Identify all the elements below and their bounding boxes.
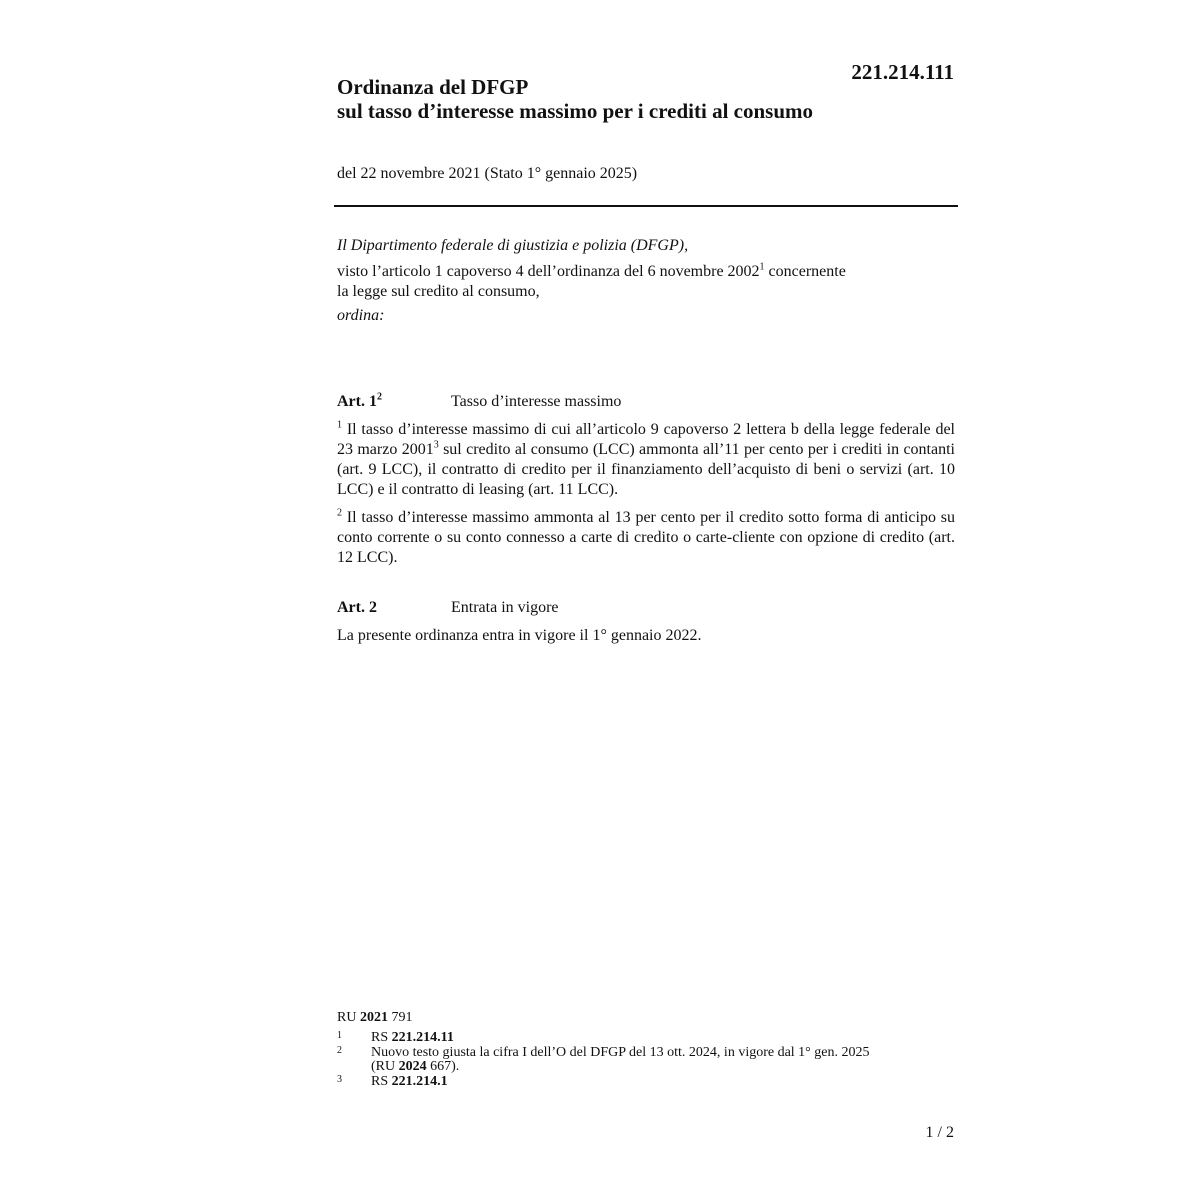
title-line-2: sul tasso d’interesse massimo per i crediti al consumo [337, 99, 813, 123]
header-rule [334, 205, 958, 207]
article-1-title: Tasso d’interesse massimo [451, 393, 622, 410]
preamble-basis-text: visto l’articolo 1 capoverso 4 dell’ordinanza del 6 novembre 2002 [337, 263, 760, 280]
article-1-paragraph-2-text: Il tasso d’interesse massimo ammonta al 13 per cento per il credito sotto forma di anticipo su conto corrente o su conto connesso a carte di credito o carte-cliente con opzione di credito (art. 12 LCC). [337, 509, 955, 566]
footnote-1-prefix: RS [371, 1030, 392, 1045]
footnote-ref-1[interactable]: 1 [759, 261, 765, 273]
preamble-basis-text-2: concernente [764, 263, 846, 280]
footnote-1 [337, 1031, 957, 1045]
paragraph-mark-1: 1 [337, 419, 342, 431]
article-2 [337, 598, 955, 646]
article-1-paragraph-1-text: Il tasso d’interesse massimo di cui all’articolo 9 capoverso 2 lettera b della legge federale del 23 marzo 2001 [337, 421, 955, 458]
preamble-basis [337, 262, 957, 282]
article-2-heading [337, 598, 955, 620]
ru-prefix: RU [337, 1010, 360, 1025]
footnote-ref-3[interactable]: 3 [433, 439, 439, 451]
preamble-authority: Il Dipartimento federale di giustizia e polizia (DFGP), [337, 237, 689, 254]
footnote-2-ru-open: (RU [371, 1059, 399, 1074]
paragraph-mark-2: 2 [337, 507, 342, 519]
preamble-basis-line-2: la legge sul credito al consumo, [337, 283, 540, 300]
page-number: 1 / 2 [925, 1124, 954, 1141]
preamble-ordina: ordina: [337, 307, 385, 324]
document-title [337, 75, 937, 123]
footnote-2-ru-year[interactable]: 2024 [398, 1059, 427, 1074]
date-line: del 22 novembre 2021 (Stato 1° gennaio 2025) [337, 165, 638, 182]
footnote-3-prefix: RS [371, 1074, 392, 1089]
footnote-3 [337, 1075, 957, 1089]
article-1 [337, 392, 955, 568]
preamble [337, 236, 957, 326]
title-line-1: Ordinanza del DFGP [337, 75, 529, 99]
article-1-number [337, 392, 382, 412]
ru-year: 2021 [359, 1010, 388, 1025]
article-2-paragraph-1: La presente ordinanza entra in vigore il 1° gennaio 2022. [337, 627, 702, 644]
sr-number: 221.214.111 [851, 60, 954, 84]
footnote-2-ru [371, 1060, 957, 1074]
article-1-paragraph-1 [337, 420, 955, 500]
article-2-title: Entrata in vigore [451, 599, 559, 616]
footnote-2 [337, 1046, 957, 1074]
ru-reference [337, 1011, 957, 1025]
footnote-1-mark: 1 [337, 1030, 342, 1041]
article-1-heading [337, 392, 955, 414]
footnote-1-link[interactable]: 221.214.11 [391, 1030, 454, 1045]
article-2-number: Art. 2 [337, 599, 377, 616]
footnote-3-mark: 3 [337, 1074, 342, 1085]
footnotes [337, 1011, 957, 1090]
article-1-number-text: Art. 1 [337, 393, 377, 410]
footnote-ref-2[interactable]: 2 [376, 391, 382, 403]
ru-page: 791 [387, 1010, 413, 1025]
article-1-paragraph-1-text-2: sul credito al consumo (LCC) ammonta all’11 per cento per i crediti in contanti (art. 9 LCC), il contratto di credito per il finanziamento dell’acquisto di beni o servizi (art. 10 LCC) e il contratto di leasing (art. 11 LCC). [337, 441, 955, 498]
footnote-3-link[interactable]: 221.214.1 [391, 1074, 448, 1089]
footnote-2-mark: 2 [337, 1045, 342, 1056]
footnote-2-text: Nuovo testo giusta la cifra I dell’O del DFGP del 13 ott. 2024, in vigore dal 1° gen. 2025 [371, 1045, 870, 1060]
article-1-paragraph-2 [337, 508, 955, 568]
footnote-2-ru-rest: 667). [426, 1059, 460, 1074]
